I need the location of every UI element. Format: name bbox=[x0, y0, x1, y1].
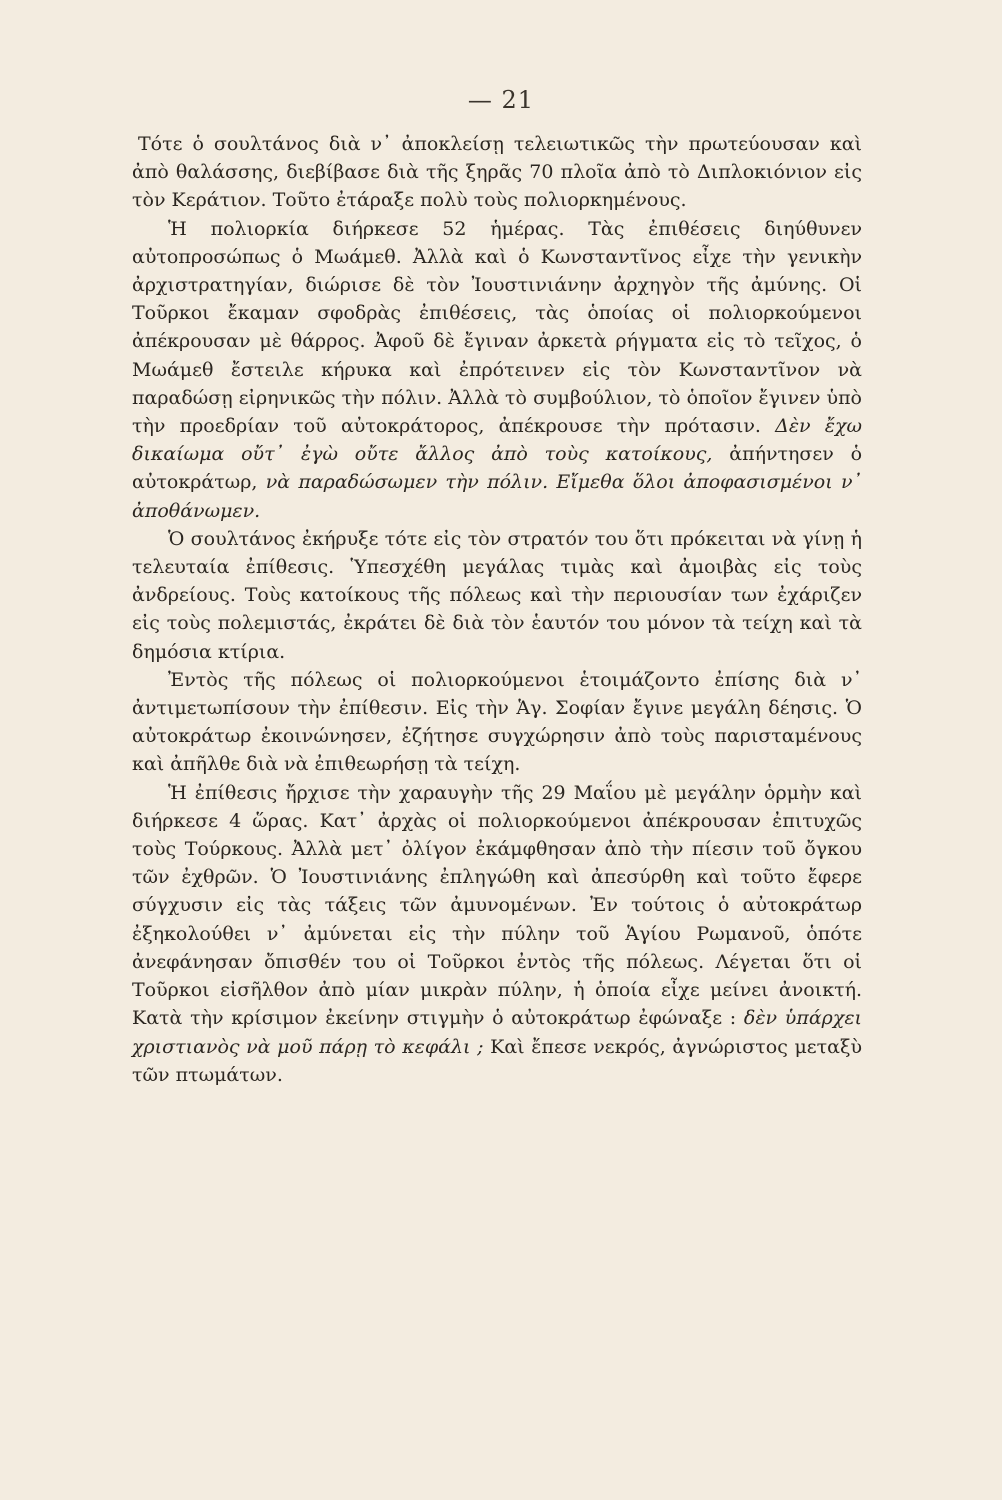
paragraph-3-text: Ὁ σουλτάνος ἐκήρυξε τότε εἰς τὸν στρατόν του ὅτι πρόκειται νὰ γίνῃ ἡ τελευταία ἐπίθεσις. Ὑπεσχέθη μεγάλας τιμὰς καὶ ἀμοιβὰς εἰς τοὺς ἀνδρείους. Τοὺς κατοίκους τῆς πόλεως καὶ τὴν περιουσίαν των ἐχάριζεν εἰς τοὺς πολεμιστάς, ἐκράτει δὲ διὰ τὸν ἑαυτόν του μόνον τὰ τείχη καὶ τὰ δημόσια κτίρια. bbox=[132, 527, 862, 663]
paragraph-5-text: Ἡ ἐπίθεσις ἤρχισε τὴν χαραυγὴν τῆς 29 Μαΐου μὲ μεγάλην ὁρμὴν καὶ διήρκεσε 4 ὥρας. Κατ᾽ ἀρχὰς οἱ πολιορκούμενοι ἀπέκρουσαν ἐπιτυχῶς τοὺς Τούρκους. Ἀλλὰ μετ᾽ ὀλίγον ἐκάμφθησαν ἀπὸ τὴν πίεσιν τοῦ ὄγκου τῶν ἐχθρῶν. Ὁ Ἰουστινιάνης ἐπληγώθη καὶ ἀπεσύρθη καὶ τοῦτο ἔφερε σύγχυσιν εἰς τὰς τάξεις τῶν ἀμυνομένων. Ἐν τούτοις ὁ αὐτοκράτωρ ἐξηκολούθει ν᾽ ἀμύνεται εἰς τὴν πύλην τοῦ Ἁγίου Ρωμανοῦ, ὁπότε ἀνεφάνησαν ὄπισθέν του οἱ Τοῦρκοι ἐντὸς τῆς πόλεως. Λέγεται ὅτι οἱ Τοῦρκοι εἰσῆλθον ἀπὸ μίαν μικρὰν πύλην, ἡ ὁποία εἶχε μείνει ἀνοικτή. Κατὰ τὴν κρίσιμον ἐκείνην στιγμὴν ὁ αὐτοκράτωρ ἐφώναξε : bbox=[132, 781, 862, 1030]
paragraph-2 bbox=[132, 215, 862, 525]
page-number: — 21 bbox=[467, 86, 535, 114]
paragraph-1-text: Τότε ὁ σουλτάνος διὰ ν᾽ ἀποκλείσῃ τελειωτικῶς τὴν πρωτεύουσαν καὶ ἀπὸ θαλάσσης, διεβίβασε διὰ τῆς ξηρᾶς 70 πλοῖα ἀπὸ τὸ Διπλοκιόνιον εἰς τὸν Κεράτιον. Τοῦτο ἐτάραξε πολὺ τοὺς πολιορκημένους. bbox=[132, 133, 862, 212]
paragraph-5 bbox=[132, 779, 862, 1089]
paragraph-2-text-2: ἀπήντησεν ὁ αὐτοκράτωρ, bbox=[132, 443, 863, 494]
paragraph-4-text: Ἐντὸς τῆς πόλεως οἱ πολιορκούμενοι ἑτοιμάζοντο ἐπίσης διὰ ν᾽ ἀντιμετωπίσουν τὴν ἐπίθεσιν. Εἰς τὴν Ἁγ. Σοφίαν ἔγινε μεγάλη δέησις. Ὁ αὐτοκράτωρ ἐκοινώνησεν, ἐζήτησε συγχώρησιν ἀπὸ τοὺς παρισταμένους καὶ ἀπῆλθε διὰ νὰ ἐπιθεωρήσῃ τὰ τείχη. bbox=[132, 668, 862, 776]
paragraph-2-text: Ἡ πολιορκία διήρκεσε 52 ἡμέρας. Τὰς ἐπιθέσεις διηύθυνεν αὐτοπροσώπως ὁ Μωάμεθ. Ἀλλὰ καὶ ὁ Κωνσταντῖνος εἶχε τὴν γενικὴν ἀρχιστρατηγίαν, διώρισε δὲ τὸν Ἰουστινιάνην ἀρχηγὸν τῆς ἀμύνης. Οἱ Τοῦρκοι ἔκαμαν σφοδρὰς ἐπιθέσεις, τὰς ὁποίας οἱ πολιορκούμενοι ἀπέκρουσαν μὲ θάρρος. Ἀφοῦ δὲ ἔγιναν ἀρκετὰ ρήγματα εἰς τὸ τεῖχος, ὁ Μωάμεθ ἔστειλε κήρυκα καὶ ἐπρότεινεν εἰς τὸν Κωνσταντῖνον νὰ παραδώσῃ εἰρηνικῶς τὴν πόλιν. Ἀλλὰ τὸ συμβούλιον, τὸ ὁποῖον ἔγινεν ὑπὸ τὴν προεδρίαν τοῦ αὐτοκράτορος, ἀπέκρουσε τὴν πρότασιν. bbox=[132, 217, 862, 438]
paragraph-3 bbox=[132, 525, 862, 666]
paragraph-1 bbox=[132, 130, 862, 215]
paragraph-5-quote: δὲν ὑπάρχει χριστιανὸς νὰ μοῦ πάρῃ τὸ κεφάλι ; bbox=[132, 1007, 862, 1058]
paragraph-4 bbox=[132, 666, 862, 779]
paragraph-5-text-2: Καὶ ἔπεσε νεκρός, ἀγνώριστος μεταξὺ τῶν πτωμάτων. bbox=[132, 1035, 863, 1086]
body-text bbox=[132, 130, 862, 1089]
paragraph-2-quote-1: Δὲν ἔχω δικαίωμα οὔτ᾽ ἐγὼ οὔτε ἄλλος ἀπὸ τοὺς κατοίκους, bbox=[132, 415, 862, 466]
paragraph-2-quote-2: νὰ παραδώσωμεν τὴν πόλιν. Εἴμεθα ὅλοι ἀποφασισμένοι ν᾽ ἀποθάνωμεν. bbox=[132, 471, 862, 522]
